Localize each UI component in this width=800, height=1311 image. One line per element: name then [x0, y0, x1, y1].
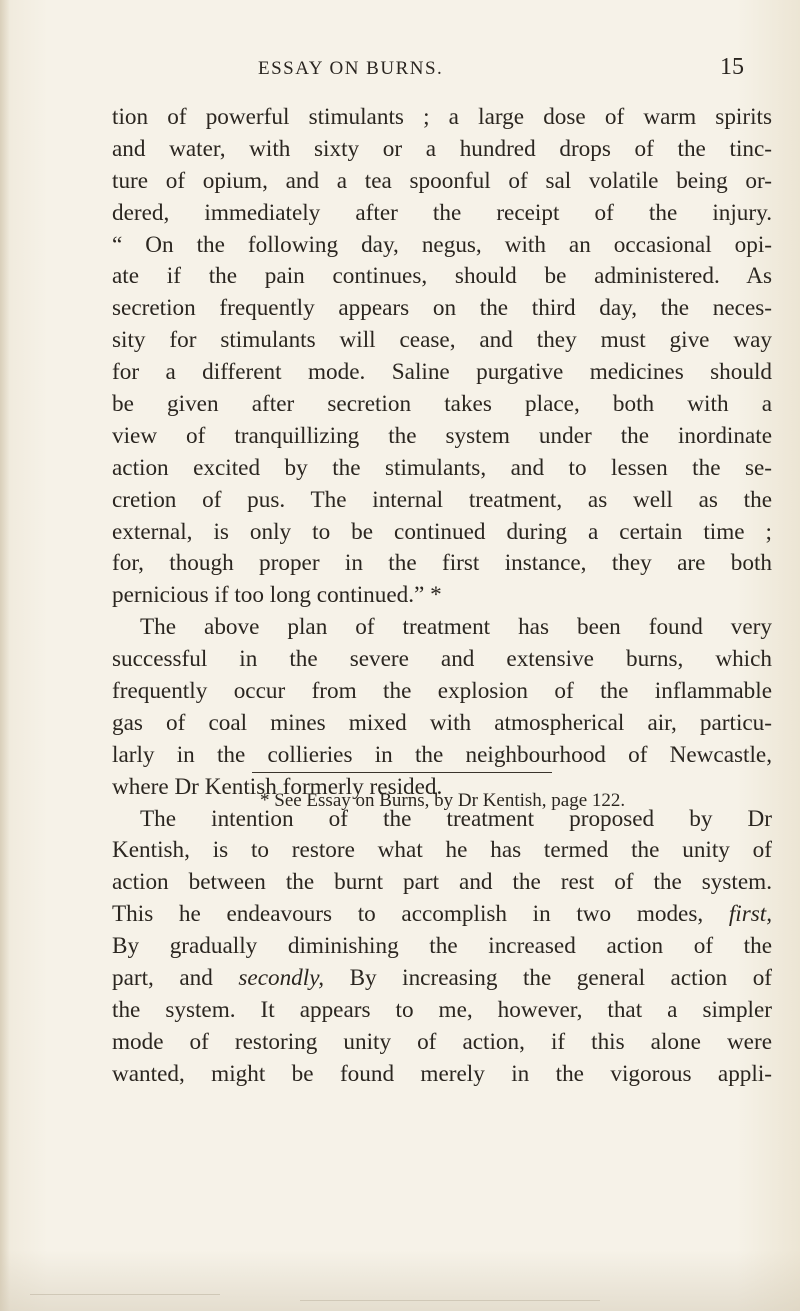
text-line: ture of opium, and a tea spoonful of sal volatile being or-: [112, 167, 772, 194]
text-line: sity for stimulants will cease, and they must give way: [112, 327, 772, 354]
text-line: larly in the collieries in the neighbourhood of Newcastle,: [112, 741, 772, 768]
running-head: ESSAY ON BURNS.: [258, 58, 444, 79]
text-line: successful in the severe and extensive burns, which: [112, 646, 772, 673]
text-line: cretion of pus. The internal treatment, as well as the: [112, 486, 772, 513]
text-line: action excited by the stimulants, and to lessen the se-: [112, 454, 772, 481]
text-segment: This he endeavours to accomplish in two modes,: [112, 901, 704, 928]
text-line: gas of coal mines mixed with atmospherical air, particu-: [112, 709, 772, 736]
text-line: The above plan of treatment has been found very: [140, 614, 772, 641]
text-line: for a different mode. Saline purgative medicines should: [112, 359, 772, 386]
text-line: where Dr Kentish formerly resided.: [112, 773, 443, 800]
text-line: and water, with sixty or a hundred drops of the tinc-: [112, 135, 772, 162]
text-line: be given after secretion takes place, both with a: [112, 391, 772, 418]
text-line: By gradually diminishing the increased action of the: [112, 933, 772, 960]
page-number: 15: [720, 54, 744, 80]
text-line: [112, 963, 772, 995]
text-line: Kentish, is to restore what he has termed the unity of: [112, 837, 772, 864]
text-line: secretion frequently appears on the third day, the neces-: [112, 295, 772, 322]
page-spine-shadow: [0, 0, 10, 1311]
text-line: the system. It appears to me, however, that a simpler: [112, 996, 772, 1023]
text-line: view of tranquillizing the system under the inordinate: [112, 422, 772, 449]
body-text: [112, 102, 772, 1091]
text-line: “ On the following day, negus, with an occasional opi-: [112, 231, 772, 258]
text-line: [112, 899, 772, 931]
text-line: pernicious if too long continued.” *: [112, 582, 442, 609]
text-segment: part, and: [112, 965, 213, 992]
emphasis-secondly: secondly,: [238, 965, 325, 992]
text-line: The intention of the treatment proposed by Dr: [140, 805, 772, 832]
text-line: wanted, might be found merely in the vigorous appli-: [112, 1060, 772, 1087]
emphasis-first: first,: [728, 901, 772, 928]
text-line: dered, immediately after the receipt of the injury.: [112, 199, 772, 226]
text-line: mode of restoring unity of action, if this alone were: [112, 1028, 772, 1055]
page-bottom-shadow: [0, 1250, 800, 1311]
text-line: external, is only to be continued during a certain time ;: [112, 518, 772, 545]
text-line: tion of powerful stimulants ; a large dose of warm spirits: [112, 104, 772, 130]
text-line: ate if the pain continues, should be administered. As: [112, 263, 772, 290]
footnote-rule: [252, 772, 552, 773]
footnote: * See Essay on Burns, by Dr Kentish, page 122.: [260, 790, 626, 811]
text-line: action between the burnt part and the rest of the system.: [112, 869, 772, 896]
text-segment: By increasing the general action of: [349, 965, 773, 992]
text-line: frequently occur from the explosion of the inflammable: [112, 678, 772, 705]
text-line: for, though proper in the first instance, they are both: [112, 550, 772, 577]
